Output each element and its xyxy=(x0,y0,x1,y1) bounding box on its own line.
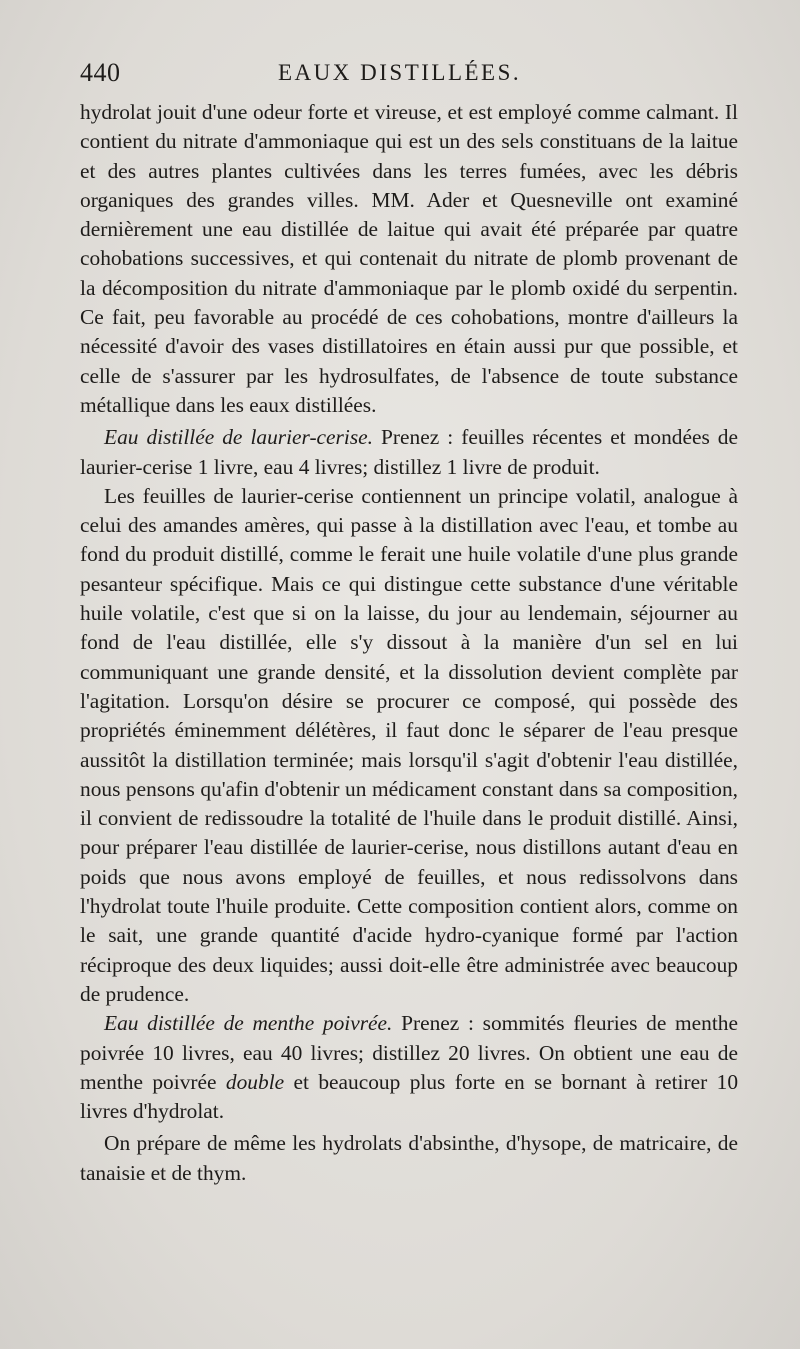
recipe-body-menthe-a: Prenez : sommités fleuries de menthe poivrée 10 livres, eau 40 livres; distillez 20 livres. On obtient une eau de menthe poivrée xyxy=(80,1011,738,1094)
recipe-body-menthe-b: et beaucoup plus forte en se bornant à retirer 10 livres d'hydrolat. xyxy=(80,1069,739,1124)
page-number: 440 xyxy=(80,58,121,87)
paragraph-laurier-cerise-recipe xyxy=(80,423,738,482)
paragraph-menthe-poivree-recipe xyxy=(80,1009,738,1126)
paragraph-other-hydrolats: On prépare de même les hydrolats d'absinthe, d'hysope, de matricaire, de tanaisie et de thym. xyxy=(80,1131,738,1185)
emphasis-double: double xyxy=(225,1069,285,1094)
body-text xyxy=(80,98,738,1188)
paragraph-laitue: hydrolat jouit d'une odeur forte et vireuse, et est employé comme calmant. Il contient du nitrate d'ammoniaque qui est un des sels constituans de la laitue et des autres plantes cultivées dans les terres fumées, avec les débris organiques des grandes villes. MM. Ader et Quesneville ont examiné dernièrement une eau distillée de laitue qui avait été préparée par quatre cohobations successives, et qui contenait du nitrate de plomb provenant de la décomposition du nitrate d'ammoniaque par le plomb oxidé du serpentin. Ce fait, peu favorable au procédé de ces cohobations, montre d'ailleurs la nécessité d'avoir des vases distillatoires en étain aussi pur que possible, et celle de s'assurer par les hydrosulfates, de l'absence de toute substance métallique dans les eaux distillées. xyxy=(80,100,738,417)
recipe-title-menthe-poivree: Eau distillée de menthe poivrée. xyxy=(104,1011,393,1036)
paragraph-laurier-cerise-notes: Les feuilles de laurier-cerise contiennent un principe volatil, analogue à celui des amandes amères, qui passe à la distillation avec l'eau, et tombe au fond du produit distillé, comme le ferait une huile volatile d'une plus grande pesanteur spécifique. Mais ce qui distingue cette substance d'une véritable huile volatile, c'est que si on la laisse, du jour au lendemain, séjourner au fond de l'eau distillée, elle s'y dissout à la manière d'un sel en lui communiquant une grande densité, et la dissolution devient complète par l'agitation. Lorsqu'on désire se procurer ce composé, qui possède des propriétés éminemment délétères, il faut donc le séparer de l'eau presque aussitôt la distillation terminée; mais lorsqu'il s'agit d'obtenir l'eau distillée, nous pensons qu'afin d'obtenir un médicament constant dans sa composition, il convient de redissoudre la totalité de l'huile dans le produit distillé. Ainsi, pour préparer l'eau distillée de laurier-cerise, nous distillons autant d'eau en poids que nous avons employé de feuilles, et nous redissolvons dans l'hydrolat toute l'huile produite. Cette composition contient alors, comme on le sait, une grande quantité d'acide hydro-cyanique formé par l'action réciproque des deux liquides; aussi doit-elle être administrée avec beaucoup de prudence. xyxy=(80,483,738,1006)
page-header xyxy=(80,58,738,92)
running-title: EAUX DISTILLÉES. xyxy=(278,60,522,85)
recipe-body-laurier-cerise: Prenez : feuilles récentes et mondées de laurier-cerise 1 livre, eau 4 livres; distillez 1 livre de produit. xyxy=(80,425,738,479)
recipe-title-laurier-cerise: Eau distillée de laurier-cerise. xyxy=(104,425,373,450)
